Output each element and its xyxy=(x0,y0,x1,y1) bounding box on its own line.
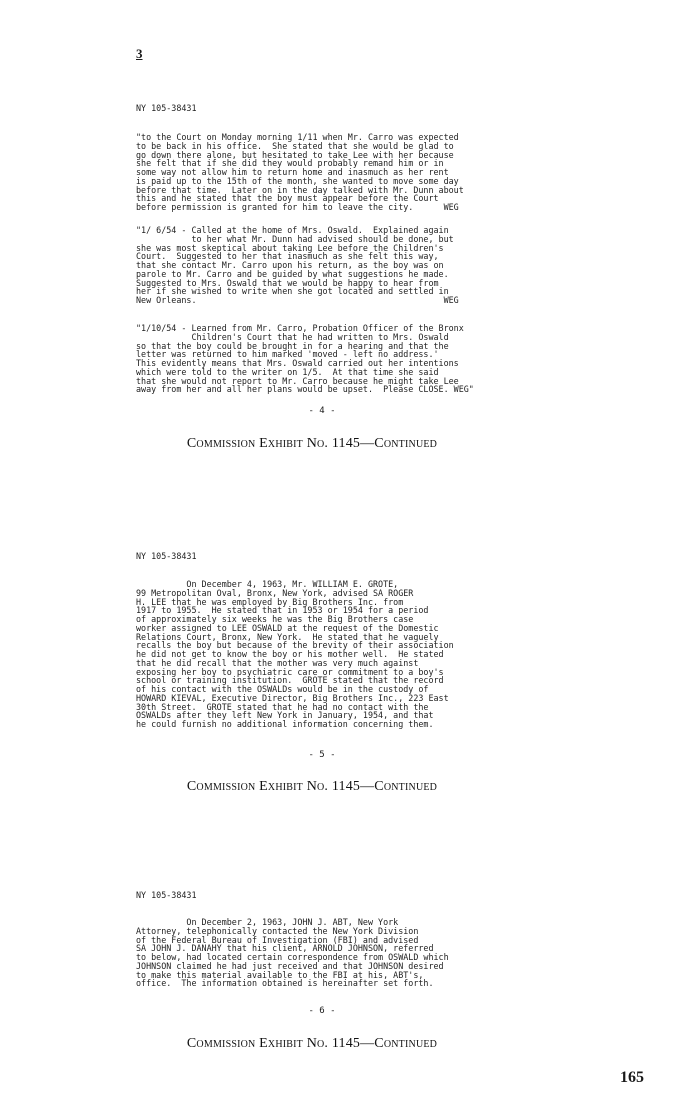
text-line: H. LEE that he was employed by Big Brothers Inc. from xyxy=(136,596,404,607)
text-line: to be back in his office. She stated that she would be glad to xyxy=(136,140,454,151)
text-line: he did not get to know the boy or his mother well. He stated xyxy=(136,649,444,659)
text-line: go down there alone, but hesitated to take Lee with her because xyxy=(136,149,454,160)
text-line: "1/ 6/54 - Called at the home of Mrs. Oswald. Explained again xyxy=(136,225,449,235)
text-line: she felt that if she did they would probably remand him or in xyxy=(136,158,444,169)
top-mark: 3 xyxy=(136,46,143,61)
text-line: some way not allow him to return home and inasmuch as her rent xyxy=(136,167,449,177)
text-line: 99 Metropolitan Oval, Bronx, New York, advised SA ROGER xyxy=(136,587,414,598)
text-line: 30th Street. GROTE stated that he had no contact with the xyxy=(136,701,429,712)
page-number: 165 xyxy=(620,1069,644,1086)
text-line: recalls the boy but because of the brevity of their association xyxy=(136,640,454,651)
paragraph xyxy=(136,580,508,729)
page-marker: - 5 - xyxy=(308,750,336,760)
text-line: JOHNSON claimed he had just received and that JOHNSON desired xyxy=(136,960,444,971)
text-line: to make this material available to the FBI at his, ABT's, xyxy=(136,969,424,980)
text-line: New Orleans. WEG xyxy=(136,295,459,305)
text-line: her if she wished to write when she got located and settled in xyxy=(136,286,449,297)
text-line: On December 4, 1963, Mr. WILLIAM E. GROTE, xyxy=(136,579,399,589)
file-number: NY 105-38431 xyxy=(136,103,197,113)
text-line: to her what Mr. Dunn had advised should be done, but xyxy=(136,233,454,244)
text-line: away from her and all her plans would be upset. Please CLOSE. WEG" xyxy=(136,384,474,395)
text-line: that she contact Mr. Carro upon his return, as the boy was on xyxy=(136,260,444,270)
text-line: SA JOHN J. DANAHY that his client, ARNOLD JOHNSON, referred xyxy=(136,943,434,954)
text-line: HOWARD KIEVAL, Executive Director, Big Brothers Inc., 223 East xyxy=(136,692,449,703)
paragraph xyxy=(136,226,508,305)
text-line: that she would not report to Mr. Carro because he might take Lee xyxy=(136,375,459,386)
text-line: 1917 to 1955. He stated that in 1953 or 1954 for a period xyxy=(136,605,429,616)
text-line: which were told to the writer on 1/5. At that time she said xyxy=(136,366,439,377)
text-line: Court. Suggested to her that inasmuch as she felt this way, xyxy=(136,251,439,262)
text-line: to below, had located certain correspondence from OSWALD which xyxy=(136,952,449,962)
text-line: of his contact with the OSWALDs would be in the custody of xyxy=(136,684,429,694)
text-line: Attorney, telephonically contacted the New York Division xyxy=(136,925,419,936)
exhibit-caption: Commission Exhibit No. 1145—Continued xyxy=(186,779,438,794)
text-line: On December 2, 1963, JOHN J. ABT, New York xyxy=(136,917,399,927)
text-line: before permission is granted for him to leave the city. WEG xyxy=(136,202,459,212)
exhibit-caption: Commission Exhibit No. 1145—Continued xyxy=(186,1036,438,1051)
text-line: "1/10/54 - Learned from Mr. Carro, Probation Officer of the Bronx xyxy=(136,323,464,333)
text-line: exposing her boy to psychiatric care or commitment to a boy's xyxy=(136,666,444,677)
text-line: office. The information obtained is hereinafter set forth. xyxy=(136,978,434,989)
text-line: Relations Court, Bronx, New York. He stated that he vaguely xyxy=(136,631,439,642)
text-line: parole to Mr. Carro and be guided by what suggestions he made. xyxy=(136,268,449,279)
text-line: This evidently means that Mrs. Oswald carried out her intentions xyxy=(136,358,459,368)
text-line: this and he stated that the boy must appear before the Court xyxy=(136,193,439,204)
text-line: of approximately six weeks he was the Big Brothers case xyxy=(136,614,414,624)
text-line: is paid up to the 15th of the month, she wanted to move some day xyxy=(136,175,459,186)
paragraph xyxy=(136,324,508,394)
file-number: NY 105-38431 xyxy=(136,890,197,900)
text-line: worker assigned to LEE OSWALD at the request of the Domestic xyxy=(136,622,439,633)
text-line: of the Federal Bureau of Investigation (FBI) and advised xyxy=(136,934,419,945)
text-line: that he did recall that the mother was very much against xyxy=(136,657,419,668)
page-marker: - 4 - xyxy=(308,406,336,416)
page-marker: - 6 - xyxy=(308,1006,336,1016)
text-line: letter was returned to him marked 'moved - left no address.' xyxy=(136,349,439,360)
text-line: Suggested to Mrs. Oswald that we would be happy to hear from xyxy=(136,277,439,288)
text-line: so that the boy could be brought in for a hearing and that the xyxy=(136,340,449,351)
text-line: he could furnish no additional information concerning them. xyxy=(136,719,434,729)
text-line: school or training institution. GROTE stated that the record xyxy=(136,675,444,686)
paragraph xyxy=(136,133,508,212)
text-line: before that time. Later on in the day talked with Mr. Dunn about xyxy=(136,184,464,195)
text-line: OSWALDs after they left New York in January, 1954, and that xyxy=(136,710,434,721)
exhibit-caption: Commission Exhibit No. 1145—Continued xyxy=(186,436,438,451)
text-line: "to the Court on Monday morning 1/11 when Mr. Carro was expected xyxy=(136,132,459,142)
text-line: she was most skeptical about taking Lee before the Children's xyxy=(136,242,444,253)
file-number: NY 105-38431 xyxy=(136,551,197,561)
text-line: Children's Court that he had written to Mrs. Oswald xyxy=(136,331,449,342)
paragraph xyxy=(136,918,508,988)
